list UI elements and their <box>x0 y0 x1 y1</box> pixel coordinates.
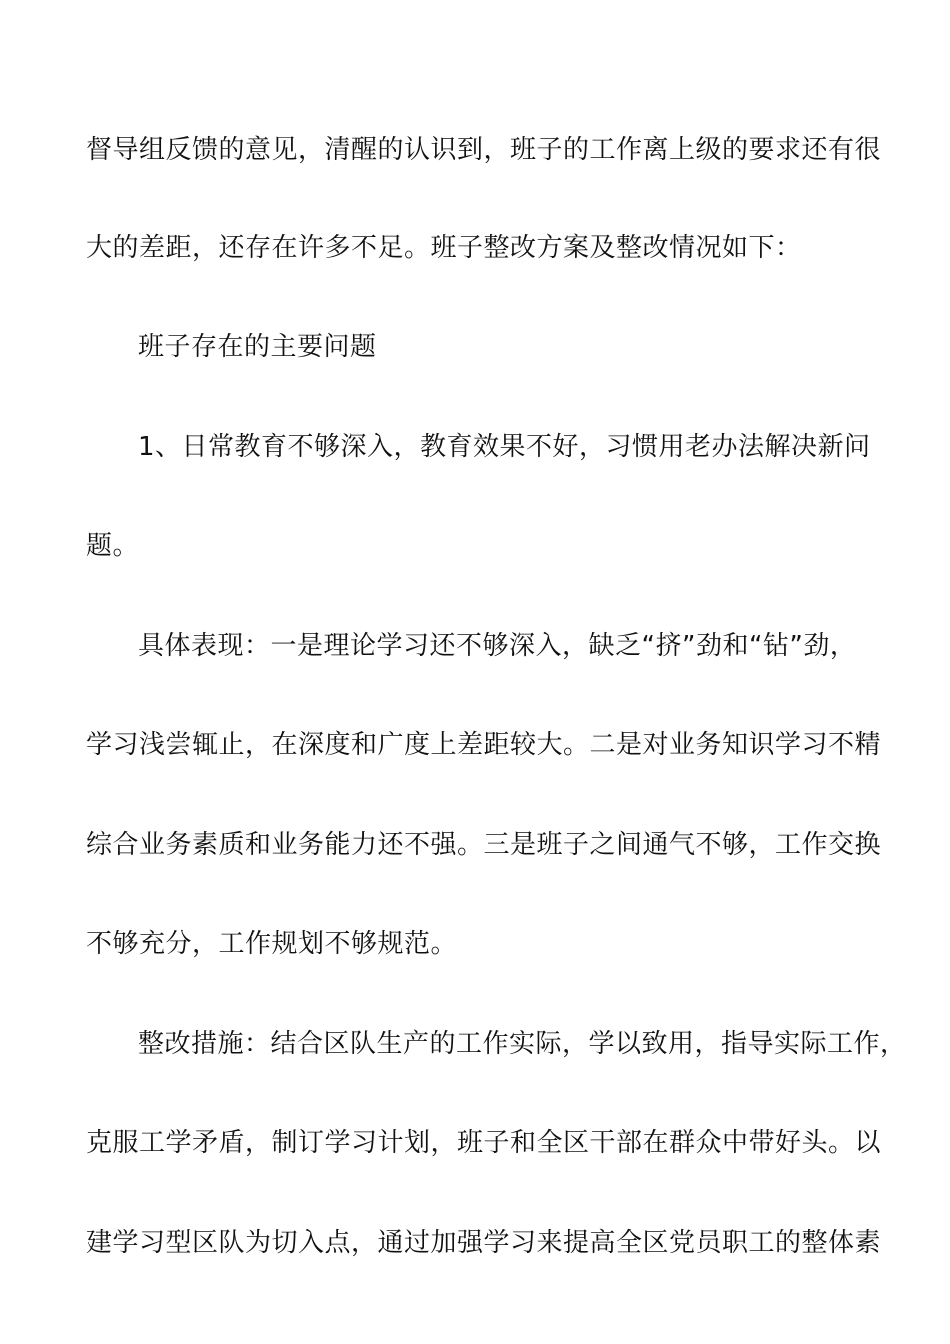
section-heading: 班子存在的主要问题 <box>138 332 377 362</box>
paragraph-line-2: 大的差距，还存在许多不足。班子整改方案及整改情况如下： <box>86 233 802 263</box>
measures-line-3: 建学习型区队为切入点，通过加强学习来提高全区党员职工的整体素 <box>86 1228 882 1258</box>
performance-line-3: 综合业务素质和业务能力还不强。三是班子之间通气不够，工作交换 <box>86 830 882 860</box>
performance-line-1: 具体表现：一是理论学习还不够深入，缺乏“挤”劲和“钻”劲， <box>138 631 857 661</box>
problem-item-1-line-2: 题。 <box>86 531 140 561</box>
problem-item-1-line-1: 1、日常教育不够深入，教育效果不好，习惯用老办法解决新问 <box>138 432 871 462</box>
performance-line-4: 不够充分，工作规划不够规范。 <box>86 929 458 959</box>
measures-line-1: 整改措施：结合区队生产的工作实际，学以致用，指导实际工作， <box>138 1029 907 1059</box>
measures-line-2: 克服工学矛盾，制订学习计划，班子和全区干部在群众中带好头。以 <box>86 1128 882 1158</box>
paragraph-line-1: 督导组反馈的意见，清醒的认识到，班子的工作离上级的要求还有很 <box>86 135 882 165</box>
performance-line-2: 学习浅尝辄止，在深度和广度上差距较大。二是对业务知识学习不精 <box>86 730 882 760</box>
